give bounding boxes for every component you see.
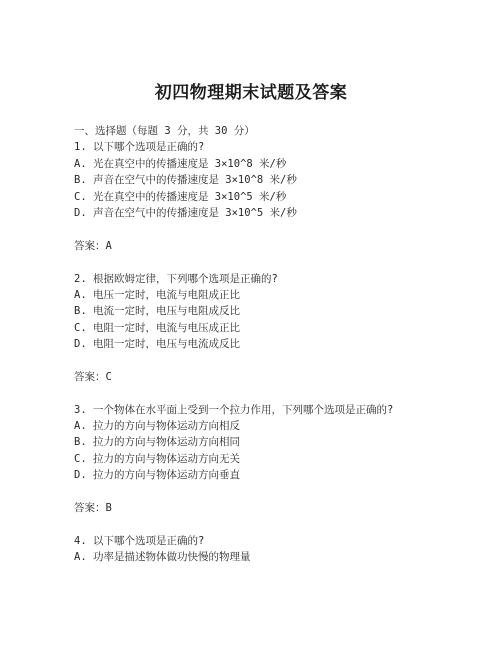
question-option: A. 拉力的方向与物体运动方向相反 — [74, 420, 240, 433]
question-option: A. 光在真空中的传播速度是 3×10^8 米/秒 — [74, 157, 287, 170]
spacer — [74, 385, 474, 401]
question-stem: 4. 以下哪个选项是正确的? — [74, 534, 205, 547]
spacer — [74, 221, 474, 237]
document-title: 初四物理期末试题及答案 — [154, 83, 348, 103]
section-heading: 一、选择题（每题 3 分，共 30 分） — [74, 125, 255, 137]
spacer — [74, 516, 474, 532]
answer-3: 答案：B — [74, 501, 112, 514]
question-option: B. 电流一定时，电压与电阻成反比 — [74, 305, 240, 318]
question-option: C. 电阻一定时，电流与电压成正比 — [74, 321, 240, 334]
question-option: B. 拉力的方向与物体运动方向相同 — [74, 436, 240, 449]
spacer — [74, 484, 474, 500]
question-option: D. 拉力的方向与物体运动方向垂直 — [74, 469, 240, 482]
question-option: D. 声音在空气中的传播速度是 3×10^5 米/秒 — [74, 206, 297, 219]
question-option: B. 声音在空气中的传播速度是 3×10^8 米/秒 — [74, 174, 297, 187]
answer-1: 答案：A — [74, 239, 112, 252]
question-stem: 2. 根据欧姆定律，下列哪个选项是正确的? — [74, 272, 278, 285]
question-option: D. 电阻一定时，电压与电流成反比 — [74, 338, 240, 351]
question-2 — [74, 271, 474, 353]
document-body — [74, 123, 474, 566]
question-option: C. 拉力的方向与物体运动方向无关 — [74, 452, 240, 465]
question-1 — [74, 139, 474, 221]
question-option: A. 电压一定时，电流与电阻成正比 — [74, 288, 240, 301]
question-3 — [74, 402, 474, 484]
question-4 — [74, 533, 474, 566]
question-option: A. 功率是描述物体做功快慢的物理量 — [74, 551, 251, 564]
spacer — [74, 254, 474, 270]
answer-2: 答案：C — [74, 370, 112, 383]
question-stem: 1. 以下哪个选项是正确的? — [74, 141, 205, 154]
spacer — [74, 352, 474, 368]
question-option: C. 光在真空中的传播速度是 3×10^5 米/秒 — [74, 190, 287, 203]
question-stem: 3. 一个物体在水平面上受到一个拉力作用，下列哪个选项是正确的? — [74, 403, 394, 416]
